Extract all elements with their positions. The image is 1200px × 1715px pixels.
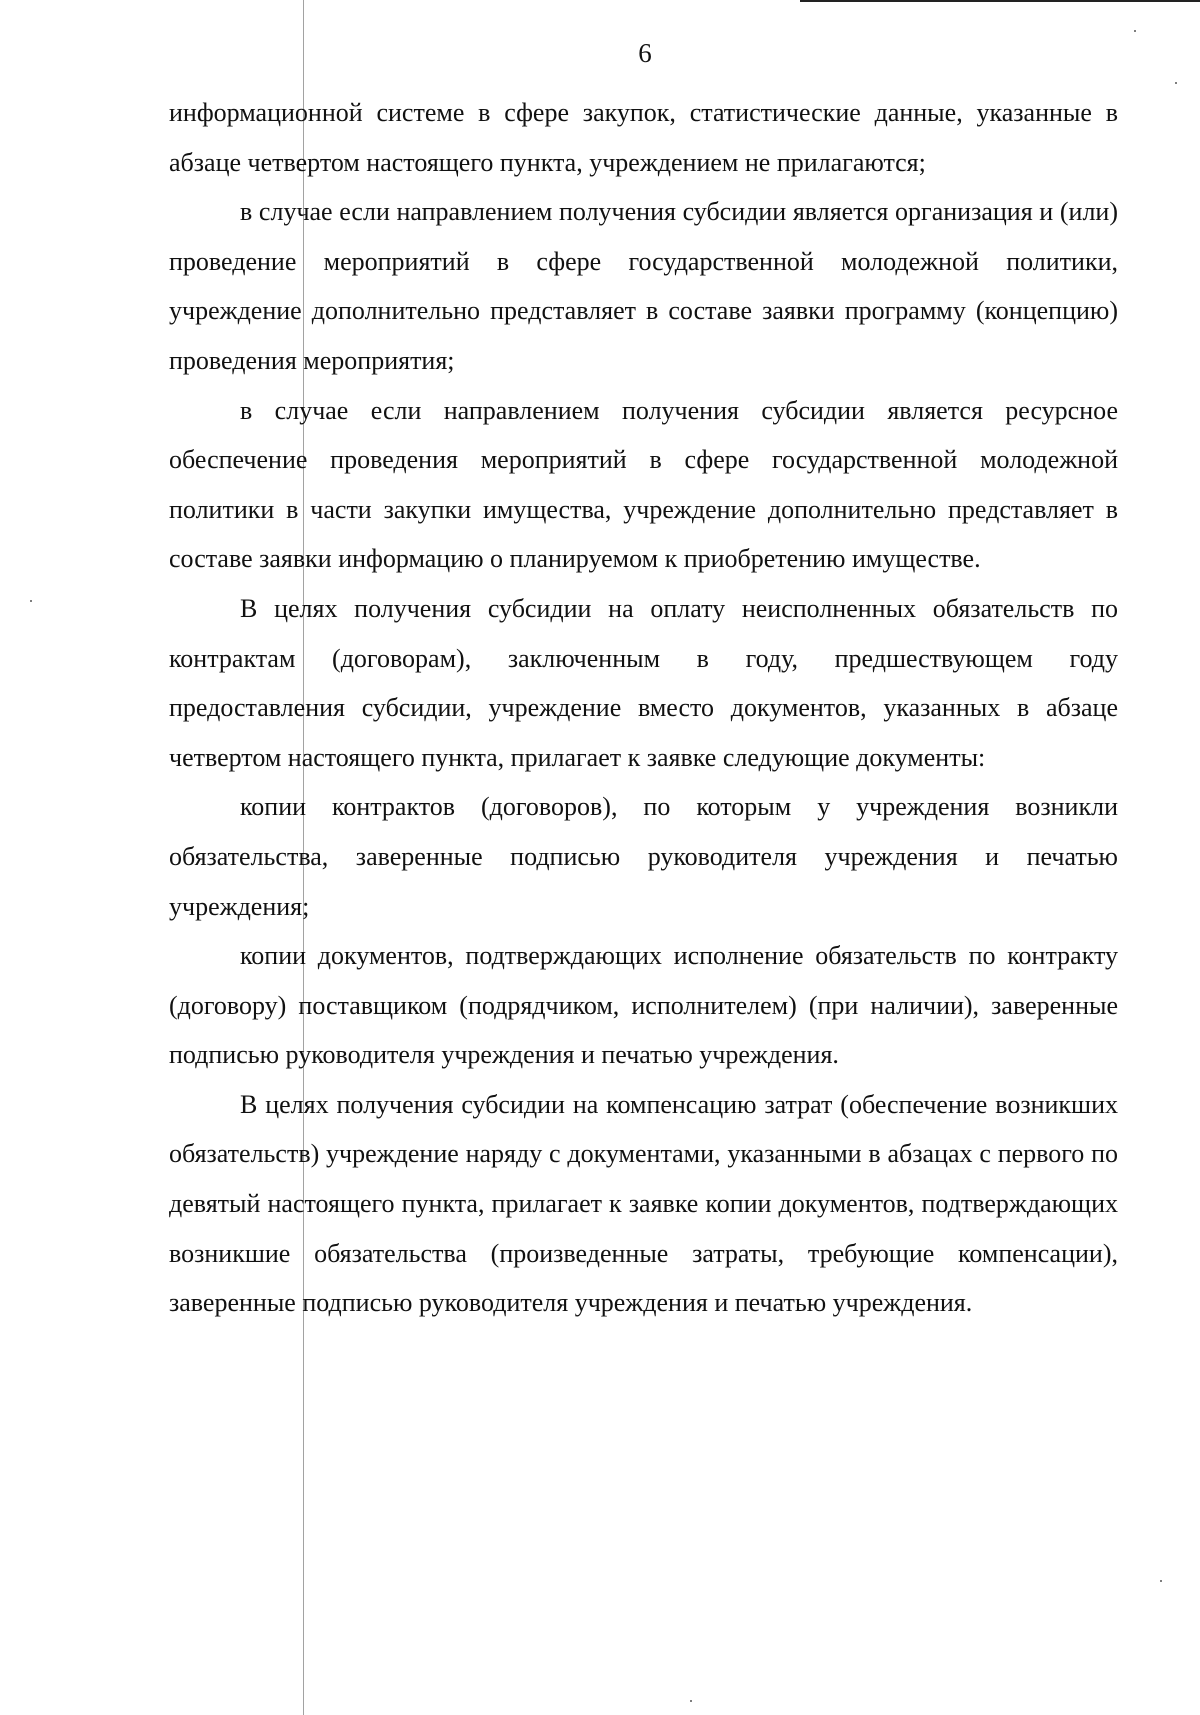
paragraph-4: В целях получения субсидии на оплату неисполненных обязательств по контрактам (договорам), заключенным в году, предшествующем году предоставления субсидии, учреждение вместо документов, указанных в абзаце четвертом настоящего пункта, прилагает к заявке следующие документы: bbox=[169, 593, 1118, 772]
scan-speck bbox=[1160, 1580, 1162, 1582]
top-edge-rule bbox=[800, 0, 1200, 2]
paragraph-6: копии документов, подтверждающих исполнение обязательств по контракту (договору) поставщиком (подрядчиком, исполнителем) (при наличии), заверенные подписью руководителя учреждения и печатью учреждения. bbox=[169, 941, 1118, 1070]
page-number: 6 bbox=[638, 38, 652, 68]
paragraph-1: информационной системе в сфере закупок, статистические данные, указанные в абзаце четвертом настоящего пункта, учреждением не прилагаются; bbox=[169, 98, 1118, 177]
paragraph-5: копии контрактов (договоров), по которым у учреждения возникли обязательства, заверенные подписью руководителя учреждения и печатью учреждения; bbox=[169, 792, 1118, 921]
document-body bbox=[169, 88, 1118, 1328]
scan-speck bbox=[1175, 82, 1177, 84]
scan-speck bbox=[1134, 30, 1136, 32]
paragraph-7: В целях получения субсидии на компенсацию затрат (обеспечение возникших обязательств) учреждение наряду с документами, указанными в абзацах с первого по девятый настоящего пункта, прилагает к заявке копии документов, подтверждающих возникшие обязательства (произведенные затраты, требующие компенсации), заверенные подписью руководителя учреждения и печатью учреждения. bbox=[169, 1089, 1118, 1318]
paragraph-2: в случае если направлением получения субсидии является организация и (или) проведение мероприятий в сфере государственной молодежной политики, учреждение дополнительно представляет в составе заявки программу (концепцию) проведения мероприятия; bbox=[169, 197, 1118, 375]
scan-speck bbox=[30, 600, 32, 602]
paragraph-3: в случае если направлением получения субсидии является ресурсное обеспечение проведения мероприятий в сфере государственной молодежной политики в части закупки имущества, учреждение дополнительно представляет в составе заявки информацию о планируемом к приобретению имуществе. bbox=[169, 395, 1118, 574]
scan-speck bbox=[690, 1700, 692, 1702]
